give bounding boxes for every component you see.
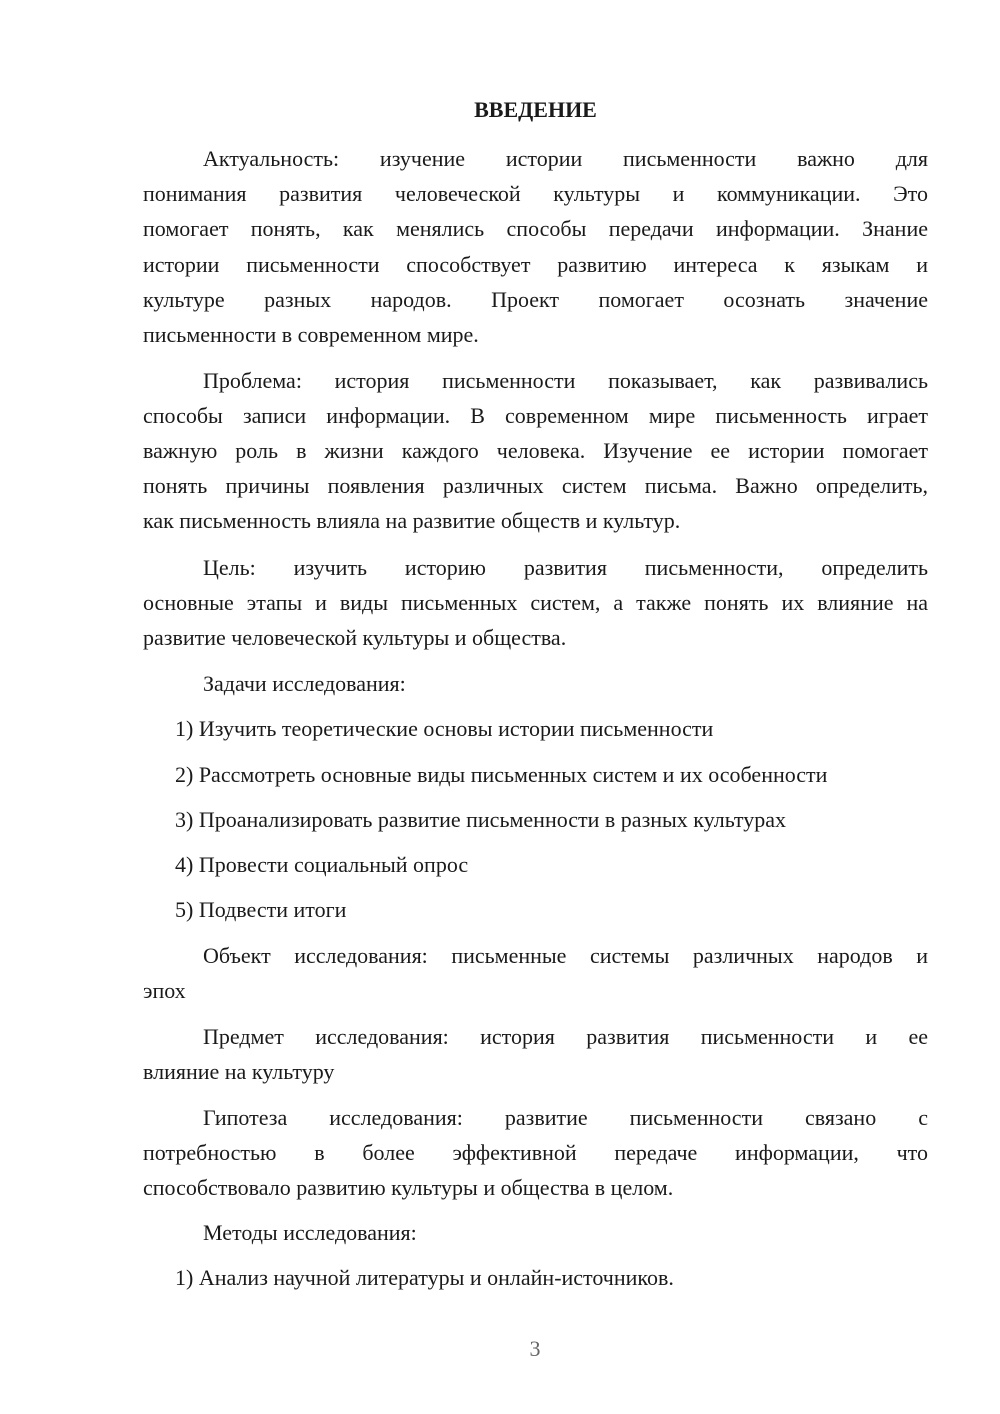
object-line-2: эпох <box>143 978 186 1003</box>
methods-heading: Методы исследования: <box>203 1220 417 1245</box>
goal-line-1: Цель: изучить историю развития письменности, определить <box>203 555 928 580</box>
page-title: ВВЕДЕНИЕ <box>474 97 597 122</box>
task-item-4: 4) Провести социальный опрос <box>175 852 469 877</box>
relevance-line-6: письменности в современном мире. <box>143 322 479 347</box>
problem-line-2: способы записи информации. В современном мире письменность играет <box>143 403 928 428</box>
problem-line-5: как письменность влияла на развитие обществ и культур. <box>143 508 681 533</box>
relevance-line-3: помогает понять, как менялись способы передачи информации. Знание <box>143 216 928 241</box>
task-item-5: 5) Подвести итоги <box>175 897 347 922</box>
task-item-2: 2) Рассмотреть основные виды письменных систем и их особенности <box>175 762 828 787</box>
hypothesis-line-3: способствовало развитию культуры и общества в целом. <box>143 1175 674 1200</box>
task-item-1: 1) Изучить теоретические основы истории письменности <box>175 716 714 741</box>
tasks-heading: Задачи исследования: <box>203 671 406 696</box>
problem-line-4: понять причины появления различных систем письма. Важно определить, <box>143 473 928 498</box>
relevance-line-4: истории письменности способствует развитию интереса к языкам и <box>143 252 928 277</box>
hypothesis-line-1: Гипотеза исследования: развитие письменности связано с <box>203 1105 928 1130</box>
goal-line-2: основные этапы и виды письменных систем, а также понять их влияние на <box>143 590 928 615</box>
relevance-line-5: культуре разных народов. Проект помогает осознать значение <box>143 287 928 312</box>
subject-line-2: влияние на культуру <box>143 1059 335 1084</box>
problem-line-3: важную роль в жизни каждого человека. Изучение ее истории помогает <box>143 438 928 463</box>
page-number: 3 <box>529 1336 541 1361</box>
object-line-1: Объект исследования: письменные системы различных народов и <box>203 943 928 968</box>
relevance-line-1: Актуальность: изучение истории письменности важно для <box>203 146 928 171</box>
hypothesis-line-2: потребностью в более эффективной передаче информации, что <box>143 1140 928 1165</box>
method-item-1: 1) Анализ научной литературы и онлайн-источников. <box>175 1265 674 1290</box>
subject-line-1: Предмет исследования: история развития письменности и ее <box>203 1024 928 1049</box>
problem-line-1: Проблема: история письменности показывает, как развивались <box>203 368 928 393</box>
task-item-3: 3) Проанализировать развитие письменности в разных культурах <box>175 807 786 832</box>
relevance-line-2: понимания развития человеческой культуры и коммуникации. Это <box>143 181 928 206</box>
goal-line-3: развитие человеческой культуры и общества. <box>143 625 567 650</box>
